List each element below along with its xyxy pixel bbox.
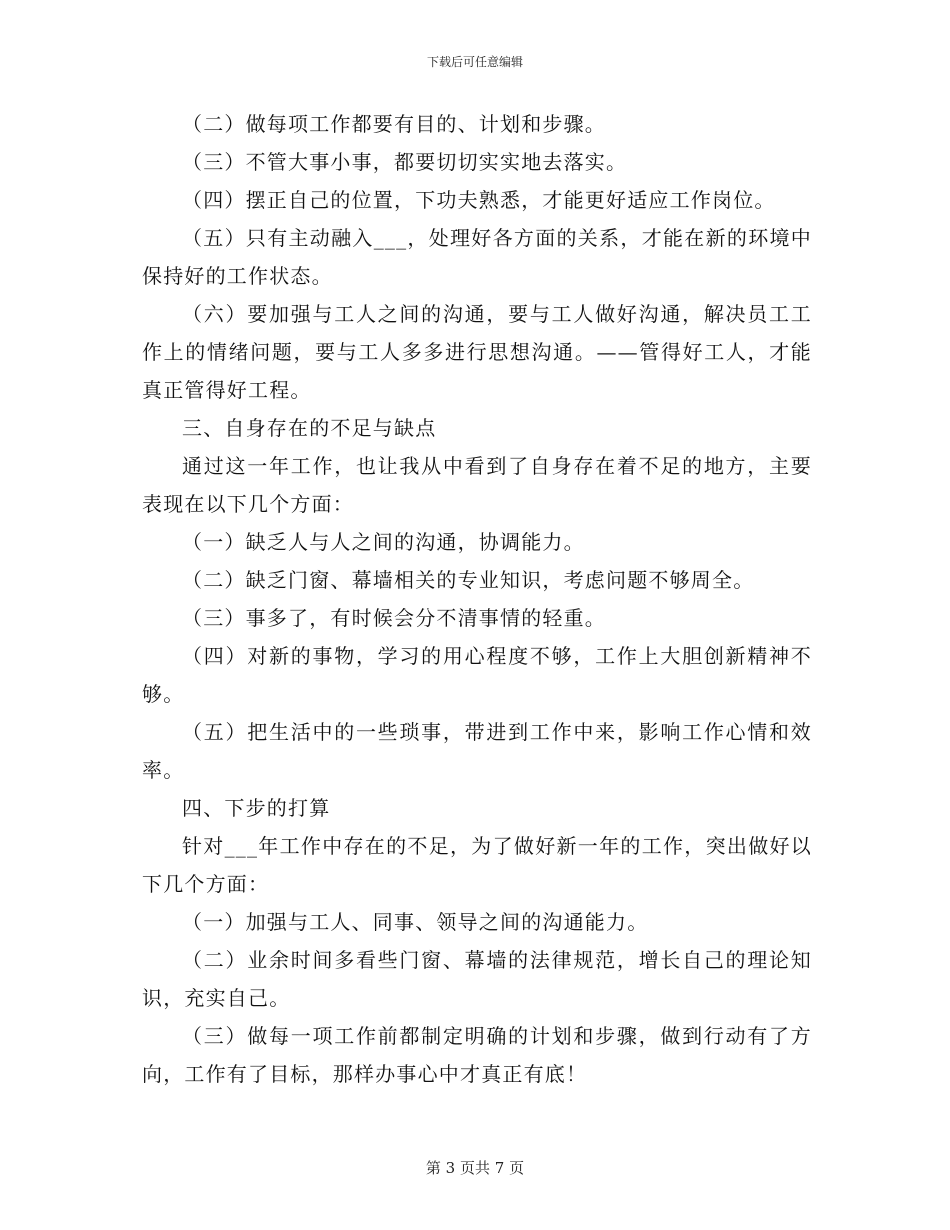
plan-item-1: （一）加强与工人、同事、领导之间的沟通能力。 [182,910,649,934]
section-heading-plans: 四、下步的打算 [182,796,331,820]
shortcoming-item-4: （四）对新的事物，学习的用心程度不够，工作上大胆创新精神不够。 [142,644,812,706]
paragraph-item-6: （六）要加强与工人之间的沟通，要与工人做好沟通，解决员工工作上的情绪问题，要与工人多多进行思想沟通。——管得好工人，才能真正管得好工程。 [142,302,812,402]
paragraph-item-4: （四）摆正自己的位置，下功夫熟悉，才能更好适应工作岗位。 [182,188,776,212]
plans-intro: 针对___年工作中存在的不足，为了做好新一年的工作，突出做好以下几个方面： [142,834,812,896]
paragraph-item-5: （五）只有主动融入___，处理好各方面的关系，才能在新的环境中保持好的工作状态。 [142,226,812,288]
page-header: 下载后可任意编辑 [426,55,523,69]
plan-item-2: （二）业余时间多看些门窗、幕墙的法律规范，增长自己的理论知识，充实自己。 [142,948,812,1010]
shortcoming-item-1: （一）缺乏人与人之间的沟通，协调能力。 [182,530,585,554]
paragraph-item-2: （二）做每项工作都要有目的、计划和步骤。 [182,112,606,136]
section-heading-shortcomings: 三、自身存在的不足与缺点 [182,416,437,440]
document-body [142,105,812,1093]
plan-item-3: （三）做每一项工作前都制定明确的计划和步骤，做到行动有了方向，工作有了目标，那样办事心中才真正有底！ [142,1024,812,1086]
paragraph-item-3: （三）不管大事小事，都要切切实实地去落实。 [182,150,628,174]
shortcoming-item-3: （三）事多了，有时候会分不清事情的轻重。 [182,606,606,630]
shortcoming-item-5: （五）把生活中的一些琐事，带进到工作中来，影响工作心情和效率。 [142,720,812,782]
shortcomings-intro: 通过这一年工作，也让我从中看到了自身存在着不足的地方，主要表现在以下几个方面： [142,454,812,516]
page-footer: 第 3 页共 7 页 [425,1159,525,1177]
shortcoming-item-2: （二）缺乏门窗、幕墙相关的专业知识，考虑问题不够周全。 [182,568,755,592]
